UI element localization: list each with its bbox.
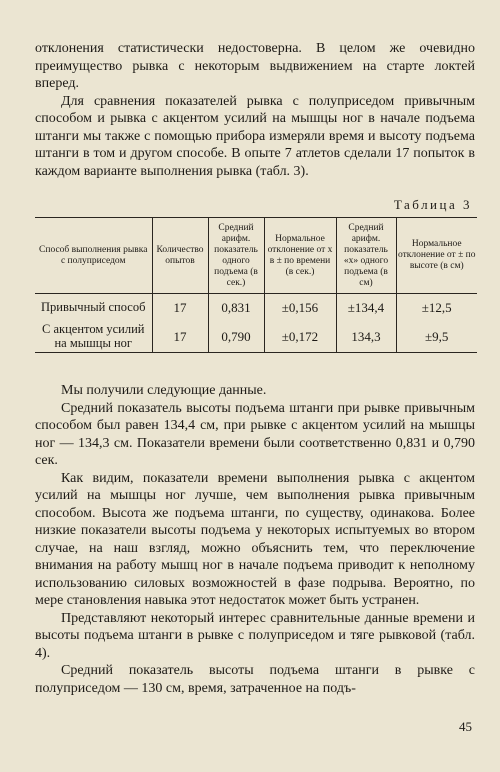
- column-header: Нормальное отклонение от ± по высоте (в см): [396, 218, 477, 294]
- table-row: [35, 320, 477, 353]
- paragraph: отклонения статистически недостоверна. В целом же очевидно преимущество рывка с некоторым выдвижением на старте локтей вперед.: [35, 41, 475, 91]
- paragraph: Для сравнения показателей рывка с полуприседом привычным способом и рывка с акцентом усилий на мышцы ног в начале подъема штанги мы также с помощью прибора измеряли время и высоту подъема штанги в том и другом способе. В опыте 7 атлетов сделали 17 попыток в каждом варианте выполнения рывка (табл. 3).: [35, 93, 475, 179]
- column-header: Способ выполнения рывка с полуприседом: [35, 218, 152, 294]
- table-cell: 17: [152, 294, 208, 321]
- bottom-text-block: [35, 382, 475, 697]
- paragraph: Как видим, показатели времени выполнения рывка с акцентом усилий на мышцы ног лучше, чем выполнения рывка привычным способом. Высота же подъема штанги, по существу, одинакова. Более низкие показатели высоты подъема у некоторых испытуемых во втором случае, на наш взгляд, можно объяснить тем, что переключение внимания на работу мышц ног в начале подъема приводит к неполному использованию силовых возможностей в фазе подрыва. Вероятно, по мере становления навыка этот недостаток может быть устранен.: [35, 470, 475, 608]
- table-cell: 0,831: [208, 294, 264, 321]
- top-text-block: [35, 40, 475, 180]
- table-cell: ±9,5: [396, 320, 477, 353]
- table-cell: 134,3: [336, 320, 396, 353]
- paragraph: Мы получили следующие данные.: [61, 383, 267, 398]
- paragraph: Представляют некоторый интерес сравнительные данные времени и высоты подъема штанги в рывке с полуприседом и тяге рывковой (табл. 4).: [35, 610, 475, 661]
- paragraph: Средний показатель высоты подъема штанги при рывке привычным способом был равен 134,4 см, при рывке с акцентом усилий на мышцы ног — 134,3 см. Показатели времени были соответственно 0,831 и 0,790 сек.: [35, 400, 475, 468]
- table-header-row: [35, 218, 477, 294]
- table-cell: ±12,5: [396, 294, 477, 321]
- page-number: 45: [459, 719, 472, 734]
- column-header: Средний арифм. показатель одного подъема (в сек.): [208, 218, 264, 294]
- table-row: [35, 294, 477, 321]
- table-cell: ±134,4: [336, 294, 396, 321]
- column-header: Средний арифм. показатель «x» одного подъема (в см): [336, 218, 396, 294]
- paragraph: Средний показатель высоты подъема штанги в рывке с полуприседом — 130 см, время, затраченное на подъ-: [35, 663, 475, 696]
- table-cell: 17: [152, 320, 208, 353]
- table-cell: ±0,172: [264, 320, 336, 353]
- results-table: [35, 217, 477, 353]
- table-cell: ±0,156: [264, 294, 336, 321]
- table-cell: Привычный способ: [41, 300, 146, 314]
- table-cell: 0,790: [208, 320, 264, 353]
- column-header: Нормальное отклонение от x в ± по времени (в сек.): [264, 218, 336, 294]
- table-cell: С акцентом усилий на мышцы ног: [35, 320, 152, 353]
- column-header: Количество опытов: [152, 218, 208, 294]
- table-caption: Таблица 3: [393, 197, 472, 212]
